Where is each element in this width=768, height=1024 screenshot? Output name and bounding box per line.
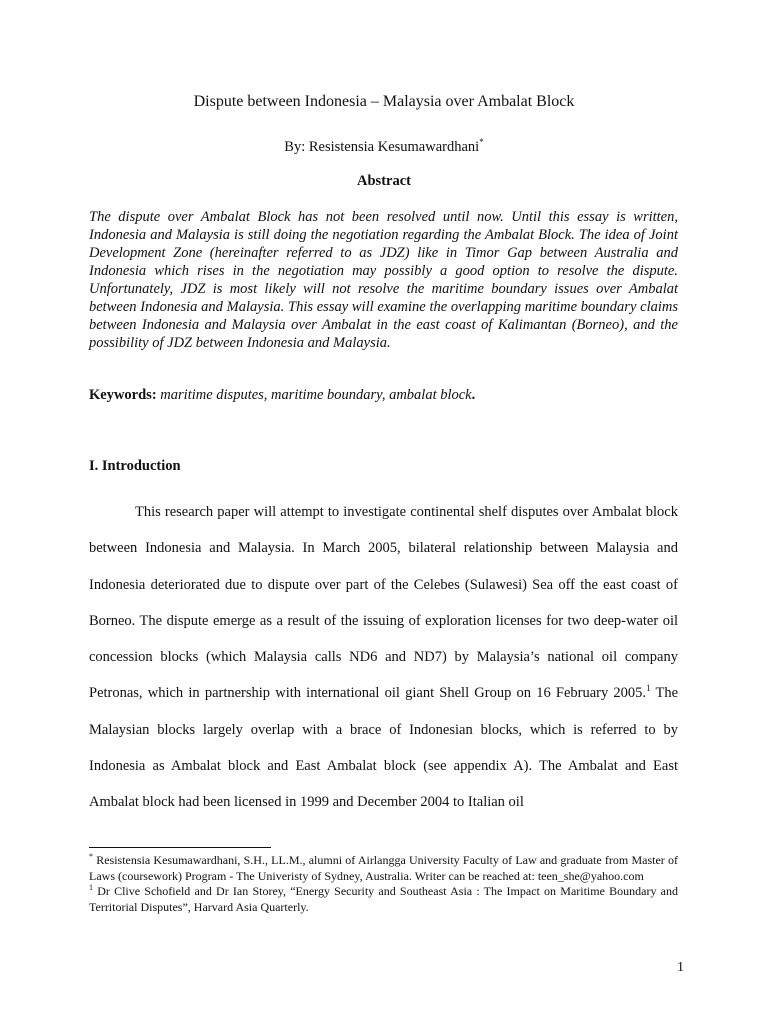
keywords-line <box>89 387 678 404</box>
page-number: 1 <box>677 960 684 975</box>
keywords-end: . <box>471 387 476 403</box>
footnote-ref-1: 1 <box>646 683 651 694</box>
byline <box>0 137 768 156</box>
footnote-text: Resistensia Kesumawardhani, S.H., LL.M., alumni of Airlangga University Faculty of Law and graduate from Master of Laws (coursework) Program - The Univeristy of Sydney, Australia. Writer can be reached at: teen_she@yahoo.com <box>89 853 678 883</box>
keywords-value: maritime disputes, maritime boundary, ambalat block <box>160 387 472 403</box>
byline-prefix: By: <box>284 139 309 155</box>
introduction-paragraph <box>89 494 678 821</box>
footnote-separator <box>89 847 271 848</box>
author-name: Resistensia Kesumawardhani <box>308 139 480 155</box>
footnote-text: Dr Clive Schofield and Dr Ian Storey, “Energy Security and Southeast Asia : The Impact on Maritime Boundary and Territorial Disputes”, Harvard Asia Quarterly. <box>89 884 678 914</box>
author-footnote-marker: * <box>479 137 484 147</box>
introduction-text-part1: This research paper will attempt to investigate continental shelf disputes over Ambalat block between Indonesia and Malaysia. In March 2005, bilateral relationship between Malaysia and Indonesia deteriorated due to dispute over part of the Celebes (Sulawesi) Sea off the east coast of Borneo. The dispute emerge as a result of the issuing of exploration licenses for two deep-water oil concession blocks (which Malaysia calls ND6 and ND7) by Malaysia’s national oil company Petronas, which in partnership with international oil giant Shell Group on 16 February 2005. <box>89 504 678 702</box>
footnote-author <box>89 853 678 884</box>
introduction-heading: I. Introduction <box>89 458 181 474</box>
keywords-label: Keywords: <box>89 387 157 403</box>
abstract-text: The dispute over Ambalat Block has not been resolved until now. Until this essay is written, Indonesia and Malaysia is still doing the negotiation regarding the Ambalat Block. The idea of Joint Development Zone (hereinafter referred to as JDZ) like in Timor Gap between Australia and Indonesia which rises in the negotiation may possibly a good option to resolve the dispute. Unfortunately, JDZ is most likely will not resolve the maritime boundary issues over Ambalat between Indonesia and Malaysia. This essay will examine the overlapping maritime boundary claims between Indonesia and Malaysia over Ambalat in the east coast of Kalimantan (Borneo), and the possibility of JDZ between Indonesia and Malaysia. <box>89 209 678 351</box>
paper-title: Dispute between Indonesia – Malaysia over Ambalat Block <box>193 93 575 110</box>
footnote-1 <box>89 884 678 915</box>
abstract-heading: Abstract <box>357 173 411 189</box>
footnotes <box>89 853 678 915</box>
introduction-text-part2: The Malaysian blocks largely overlap with a brace of Indonesian blocks, which is referred to by Indonesia as Ambalat block and East Ambalat block (see appendix A). The Ambalat and East Ambalat block had been licensed in 1999 and December 2004 to Italian oil <box>89 685 679 811</box>
footnote-marker: * <box>89 852 93 861</box>
footnote-marker: 1 <box>89 883 93 892</box>
